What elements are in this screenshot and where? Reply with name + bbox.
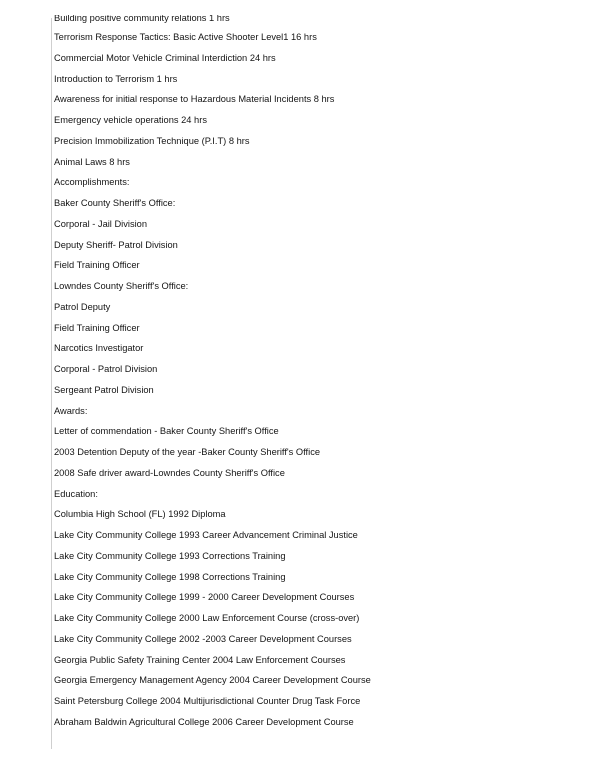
text-line: Patrol Deputy: [54, 301, 111, 312]
text-line: Field Training Officer: [54, 322, 140, 333]
text-line: 2008 Safe driver award-Lowndes County Sheriff's Office: [54, 467, 285, 478]
text-line: Lake City Community College 1993 Career Advancement Criminal Justice: [54, 530, 358, 540]
text-line: Sergeant Patrol Division: [54, 384, 154, 395]
text-line: Letter of commendation - Baker County Sheriff's Office: [54, 426, 279, 437]
section-heading-accomplishments: Accomplishments:: [54, 177, 130, 188]
text-line: Corporal - Jail Division: [54, 218, 147, 229]
text-line: Awareness for initial response to Hazardous Material Incidents 8 hrs: [54, 94, 335, 105]
text-line: Lake City Community College 1999 - 2000 Career Development Courses: [54, 592, 355, 603]
text-line: Building positive community relations 1 hrs: [54, 15, 230, 23]
text-line: Animal Laws 8 hrs: [54, 156, 130, 167]
text-line: Lowndes County Sheriff's Office:: [54, 281, 189, 291]
text-line: Saint Petersburg College 2004 Multijurisdictional Counter Drug Task Force: [54, 696, 361, 706]
text-line: Terrorism Response Tactics: Basic Active Shooter Level1 16 hrs: [54, 32, 317, 42]
text-line: Columbia High School (FL) 1992 Diploma: [54, 509, 226, 520]
section-heading-education: Education:: [54, 488, 98, 499]
text-line: Georgia Emergency Management Agency 2004 Career Development Course: [54, 675, 371, 686]
text-line: Lake City Community College 2002 -2003 Career Development Courses: [54, 633, 352, 644]
text-line: Baker County Sheriff's Office:: [54, 198, 176, 208]
document-text-lines: [54, 15, 584, 733]
left-margin-rule: [51, 18, 52, 749]
text-line: Introduction to Terrorism 1 hrs: [54, 73, 178, 84]
text-line: Precision Immobilization Technique (P.I.T) 8 hrs: [54, 135, 250, 146]
text-line: Field Training Officer: [54, 260, 140, 271]
text-line: Lake City Community College 1993 Corrections Training: [54, 550, 286, 561]
text-line: 2003 Detention Deputy of the year -Baker County Sheriff's Office: [54, 447, 321, 457]
text-line: Corporal - Patrol Division: [54, 364, 158, 374]
section-heading-awards: Awards:: [54, 405, 88, 416]
text-line: Georgia Public Safety Training Center 2004 Law Enforcement Courses: [54, 654, 346, 665]
text-line: Abraham Baldwin Agricultural College 2006 Career Development Course: [54, 716, 354, 727]
text-line: Deputy Sheriff- Patrol Division: [54, 239, 178, 250]
text-line: Narcotics Investigator: [54, 343, 144, 354]
text-line: Lake City Community College 2000 Law Enforcement Course (cross-over): [54, 613, 360, 623]
text-line: Commercial Motor Vehicle Criminal Interdiction 24 hrs: [54, 52, 276, 63]
text-line: Emergency vehicle operations 24 hrs: [54, 115, 207, 125]
text-line: Lake City Community College 1998 Corrections Training: [54, 571, 286, 582]
